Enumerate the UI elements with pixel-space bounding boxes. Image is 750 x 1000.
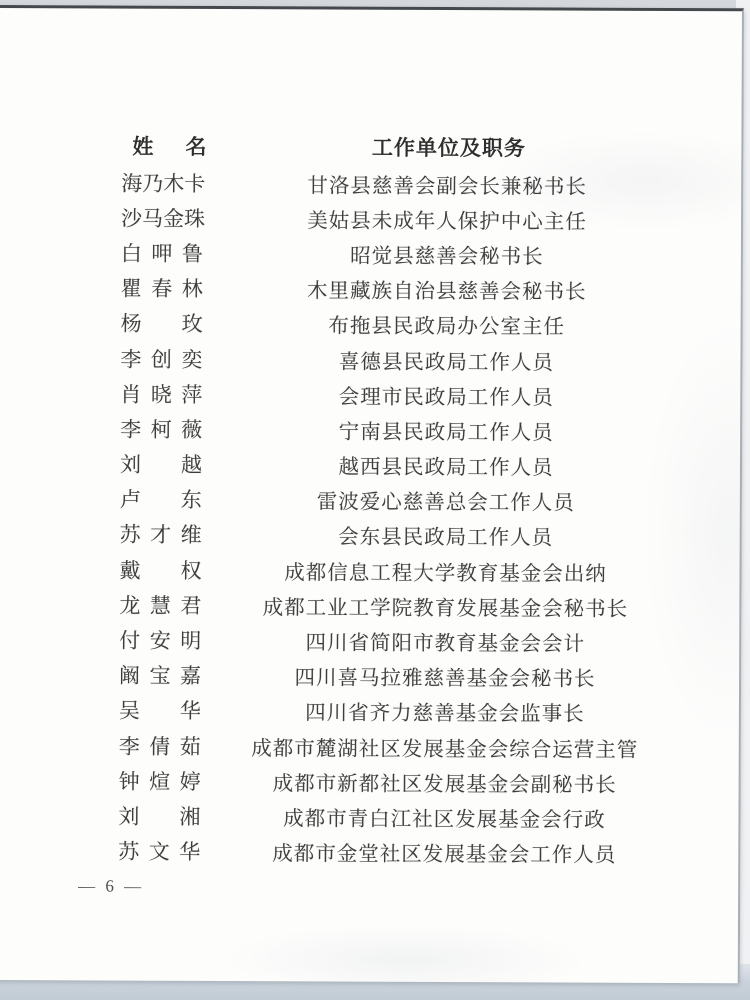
- person-position: 美姑县未成年人保护中心主任: [307, 210, 587, 234]
- roster-table-body: [0, 164, 749, 871]
- table-row: [0, 833, 746, 871]
- table-row: [0, 164, 749, 202]
- table-row: [0, 446, 748, 484]
- person-name: 李创奕: [120, 347, 203, 372]
- person-name: 白呷鲁: [120, 241, 203, 266]
- person-name: 戴权: [119, 558, 202, 583]
- person-name: 钟煊婷: [118, 769, 201, 794]
- table-row: [0, 481, 748, 519]
- table-row: [0, 410, 748, 448]
- person-position: 会东县民政局工作人员: [338, 526, 554, 550]
- table-row: [0, 305, 749, 343]
- person-name: 苏文华: [118, 839, 201, 865]
- person-position: 雷波爱心慈善总会工作人员: [316, 491, 575, 515]
- page-number: — 6 —: [78, 876, 145, 896]
- table-row: [0, 270, 749, 308]
- person-position: 木里藏族自治县慈善会秘书长: [306, 280, 587, 304]
- table-row: [0, 657, 747, 695]
- person-position: 越西县民政局工作人员: [338, 456, 554, 480]
- person-position: 喜德县民政局工作人员: [338, 351, 554, 374]
- table-header: [0, 126, 749, 167]
- person-position: 昭觉县慈善会秘书长: [350, 245, 544, 269]
- person-position: 四川省简阳市教育基金会会计: [305, 632, 586, 656]
- person-name: 苏才维: [119, 523, 202, 548]
- person-name: 海乃木卡: [121, 171, 206, 196]
- person-name: 刘湘: [118, 804, 201, 829]
- person-position: 宁南县民政局工作人员: [338, 421, 554, 445]
- person-position: 甘洛县慈善会副会长兼秘书长: [307, 174, 588, 199]
- table-row: [0, 340, 749, 378]
- person-position: 布拖县民政局办公室主任: [328, 315, 565, 339]
- person-name: 杨玫: [120, 311, 203, 337]
- person-position: 成都工业工学院教育发展基金会秘书长: [262, 597, 629, 621]
- person-position: 成都市新都社区发展基金会副秘书长: [272, 773, 617, 797]
- table-row: [0, 375, 748, 413]
- person-name: 卢东: [119, 487, 202, 513]
- person-name: 瞿春林: [120, 276, 203, 302]
- document-page: [0, 5, 744, 983]
- person-position: 四川喜马拉雅慈善基金会秘书长: [294, 667, 596, 691]
- person-name: 沙马金珠: [121, 206, 206, 231]
- table-row: [0, 762, 747, 800]
- table-row: [0, 621, 747, 659]
- person-name: 李倩茹: [118, 734, 201, 759]
- person-position: 成都市金堂社区发展基金会工作人员: [272, 843, 617, 867]
- person-name: 刘越: [119, 452, 203, 478]
- person-position: 成都信息工程大学教育基金会出纳: [284, 561, 607, 586]
- person-position: 成都市青白江社区发展基金会行政: [283, 808, 606, 832]
- person-name: 阚宝嘉: [119, 663, 202, 689]
- person-position: 四川省齐力慈善基金会监事长: [305, 702, 585, 727]
- person-name: 吴华: [118, 698, 201, 724]
- table-row: [0, 797, 747, 835]
- table-row: [0, 727, 747, 765]
- person-name: 肖晓萍: [120, 382, 203, 407]
- header-position: 工作单位及职务: [371, 136, 526, 161]
- roster-table: [0, 126, 749, 871]
- person-position: 会理市民政局工作人员: [338, 386, 554, 410]
- person-name: 付安明: [119, 628, 202, 653]
- person-name: 龙慧君: [119, 593, 202, 618]
- person-name: 李柯薇: [120, 417, 203, 442]
- table-row: [0, 516, 748, 554]
- table-row: [0, 199, 749, 237]
- table-row: [0, 234, 749, 272]
- table-row: [0, 586, 747, 624]
- table-row: [0, 692, 747, 730]
- header-name: 姓名: [132, 135, 207, 159]
- table-row: [0, 551, 748, 589]
- person-position: 成都市麓湖社区发展基金会综合运营主管: [251, 737, 639, 762]
